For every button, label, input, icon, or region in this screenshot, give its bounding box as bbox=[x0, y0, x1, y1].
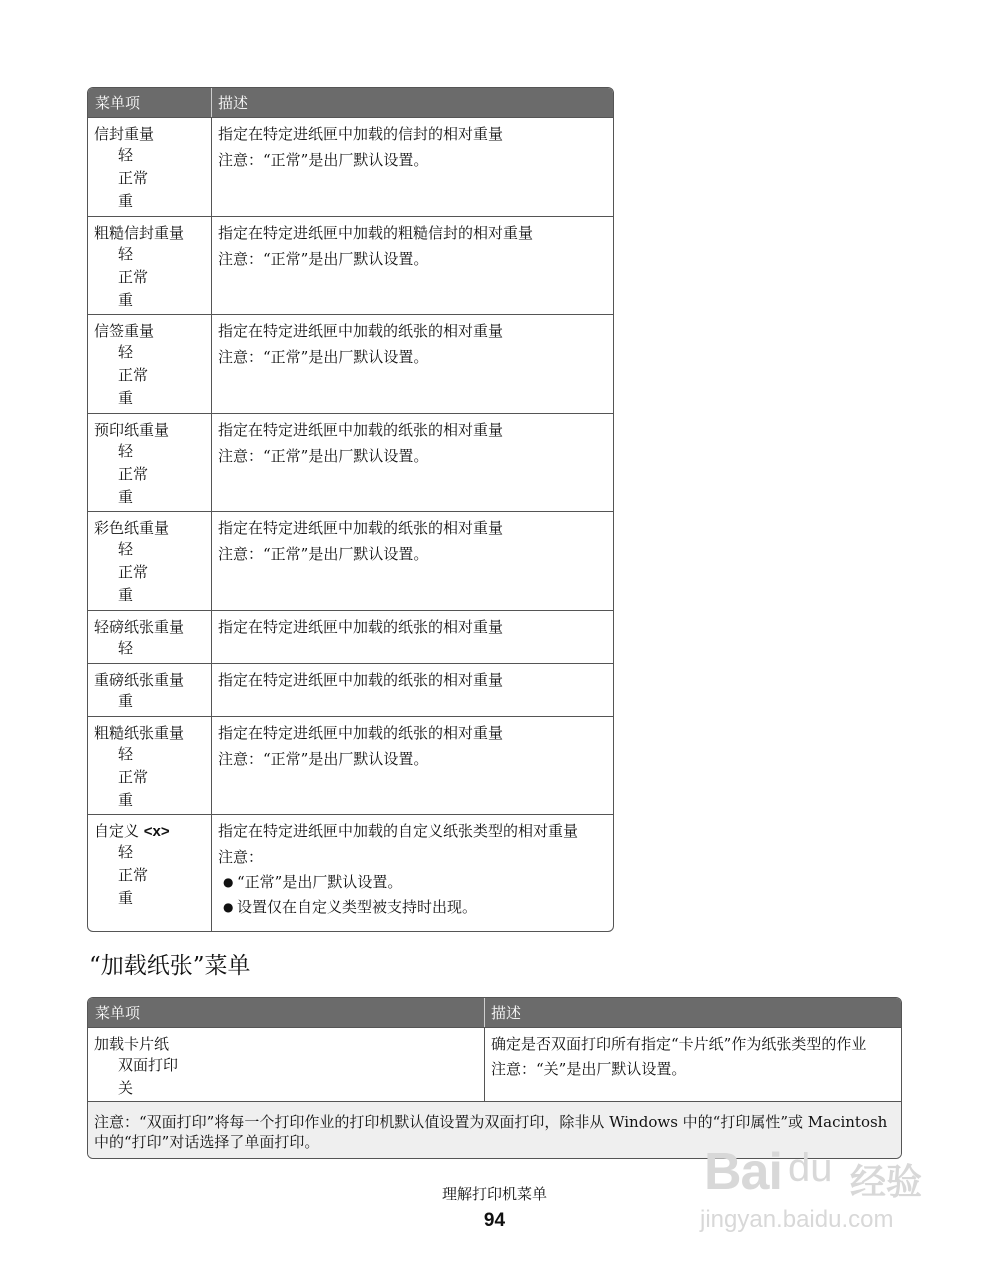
option-value: 正常 bbox=[118, 366, 149, 384]
option-value: 重 bbox=[118, 889, 134, 907]
option-value: 重 bbox=[118, 488, 134, 506]
load-paper-table bbox=[87, 997, 902, 1159]
table-header bbox=[88, 998, 901, 1027]
option-value: 重 bbox=[118, 586, 134, 604]
description: 指定在特定进纸匣中加载的纸张的相对重量 bbox=[218, 519, 504, 537]
option-value: 正常 bbox=[118, 866, 149, 884]
option-value: 轻 bbox=[118, 745, 134, 763]
note: 注意：“正常”是出厂默认设置。 bbox=[218, 750, 429, 768]
note: 注意： bbox=[218, 848, 264, 866]
option-value: 轻 bbox=[118, 639, 134, 657]
weight-table bbox=[87, 87, 614, 932]
table-row bbox=[88, 716, 613, 814]
option-value: 双面打印 bbox=[118, 1056, 179, 1074]
table-row bbox=[88, 511, 613, 610]
table-row bbox=[88, 314, 613, 413]
header-description: 描述 bbox=[218, 94, 249, 112]
note: 注意：“正常”是出厂默认设置。 bbox=[218, 151, 429, 169]
option-value: 重 bbox=[118, 291, 134, 309]
description: 指定在特定进纸匣中加载的纸张的相对重量 bbox=[218, 322, 504, 340]
bullet-icon: ● bbox=[223, 900, 234, 914]
option-value: 正常 bbox=[118, 268, 149, 286]
header-description: 描述 bbox=[491, 1004, 522, 1022]
option-value: 正常 bbox=[118, 465, 149, 483]
description: 确定是否双面打印所有指定“卡片纸”作为纸张类型的作业 bbox=[491, 1035, 867, 1053]
menu-item-name: 信封重量 bbox=[94, 125, 155, 143]
menu-item-name: 粗糙信封重量 bbox=[94, 224, 185, 242]
menu-item-name: 粗糙纸张重量 bbox=[94, 724, 185, 742]
option-value: 正常 bbox=[118, 563, 149, 581]
table-row bbox=[88, 1027, 901, 1101]
menu-item-name: 轻磅纸张重量 bbox=[94, 618, 185, 636]
footer-title: 理解打印机菜单 bbox=[441, 1185, 547, 1203]
description: 指定在特定进纸匣中加载的纸张的相对重量 bbox=[218, 671, 504, 689]
table-row bbox=[88, 814, 613, 931]
watermark-brand: Bai bbox=[704, 1143, 782, 1201]
bullet-item: ● “正常”是出厂默认设置。 bbox=[223, 873, 403, 891]
description: 指定在特定进纸匣中加载的自定义纸张类型的相对重量 bbox=[218, 822, 579, 840]
header-menu-item: 菜单项 bbox=[88, 998, 485, 1027]
option-value: 轻 bbox=[118, 540, 134, 558]
watermark-paw: du bbox=[788, 1146, 833, 1190]
description: 指定在特定进纸匣中加载的粗糙信封的相对重量 bbox=[218, 224, 534, 242]
description: 指定在特定进纸匣中加载的纸张的相对重量 bbox=[218, 618, 504, 636]
note: 注意：“正常”是出厂默认设置。 bbox=[218, 250, 429, 268]
option-value: 轻 bbox=[118, 442, 134, 460]
option-value: 正常 bbox=[118, 768, 149, 786]
table-note: 注意：“双面打印”将每一个打印作业的打印机默认值设置为双面打印，除非从 Windows 中的“打印属性”或 Macintosh 中的“打印”对话选择了单面打印。 bbox=[88, 1101, 901, 1158]
menu-item-name: 彩色纸重量 bbox=[94, 519, 170, 537]
header-menu-item: 菜单项 bbox=[88, 88, 212, 117]
option-value: 轻 bbox=[118, 843, 134, 861]
description: 指定在特定进纸匣中加载的信封的相对重量 bbox=[218, 125, 504, 143]
menu-item-name: 预印纸重量 bbox=[94, 421, 170, 439]
watermark-cn: 经验 bbox=[850, 1162, 923, 1203]
menu-item-name: 加载卡片纸 bbox=[94, 1035, 170, 1053]
table-row bbox=[88, 216, 613, 314]
option-value: 重 bbox=[118, 192, 134, 210]
watermark-logo bbox=[700, 1142, 980, 1262]
option-value: 轻 bbox=[118, 146, 134, 164]
option-value: 正常 bbox=[118, 169, 149, 187]
table-header bbox=[88, 88, 613, 117]
option-value: 关 bbox=[118, 1079, 134, 1097]
page-number: 94 bbox=[483, 1210, 506, 1231]
menu-item-name bbox=[94, 822, 211, 841]
menu-item-name-prefix: 自定义 bbox=[94, 822, 144, 840]
table-row bbox=[88, 117, 613, 216]
menu-item-name: 信签重量 bbox=[94, 322, 155, 340]
option-value: 轻 bbox=[118, 343, 134, 361]
note: 注意：“正常”是出厂默认设置。 bbox=[218, 447, 429, 465]
menu-item-name-code: <x> bbox=[143, 823, 170, 840]
bullet-icon: ● bbox=[223, 875, 234, 889]
note: 注意：“关”是出厂默认设置。 bbox=[491, 1060, 687, 1078]
bullet-item: ● 设置仅在自定义类型被支持时出现。 bbox=[223, 898, 478, 916]
menu-item-name: 重磅纸张重量 bbox=[94, 671, 185, 689]
option-value: 重 bbox=[118, 389, 134, 407]
note: 注意：“正常”是出厂默认设置。 bbox=[218, 348, 429, 366]
table-row bbox=[88, 610, 613, 663]
note: 注意：“正常”是出厂默认设置。 bbox=[218, 545, 429, 563]
option-value: 重 bbox=[118, 791, 134, 809]
description: 指定在特定进纸匣中加载的纸张的相对重量 bbox=[218, 724, 504, 742]
option-value: 轻 bbox=[118, 245, 134, 263]
table-row bbox=[88, 663, 613, 716]
option-value: 重 bbox=[118, 692, 134, 710]
table-row bbox=[88, 413, 613, 511]
section-title: “加载纸张”菜单 bbox=[89, 953, 251, 979]
description: 指定在特定进纸匣中加载的纸张的相对重量 bbox=[218, 421, 504, 439]
watermark-url: jingyan.baidu.com bbox=[700, 1206, 894, 1233]
